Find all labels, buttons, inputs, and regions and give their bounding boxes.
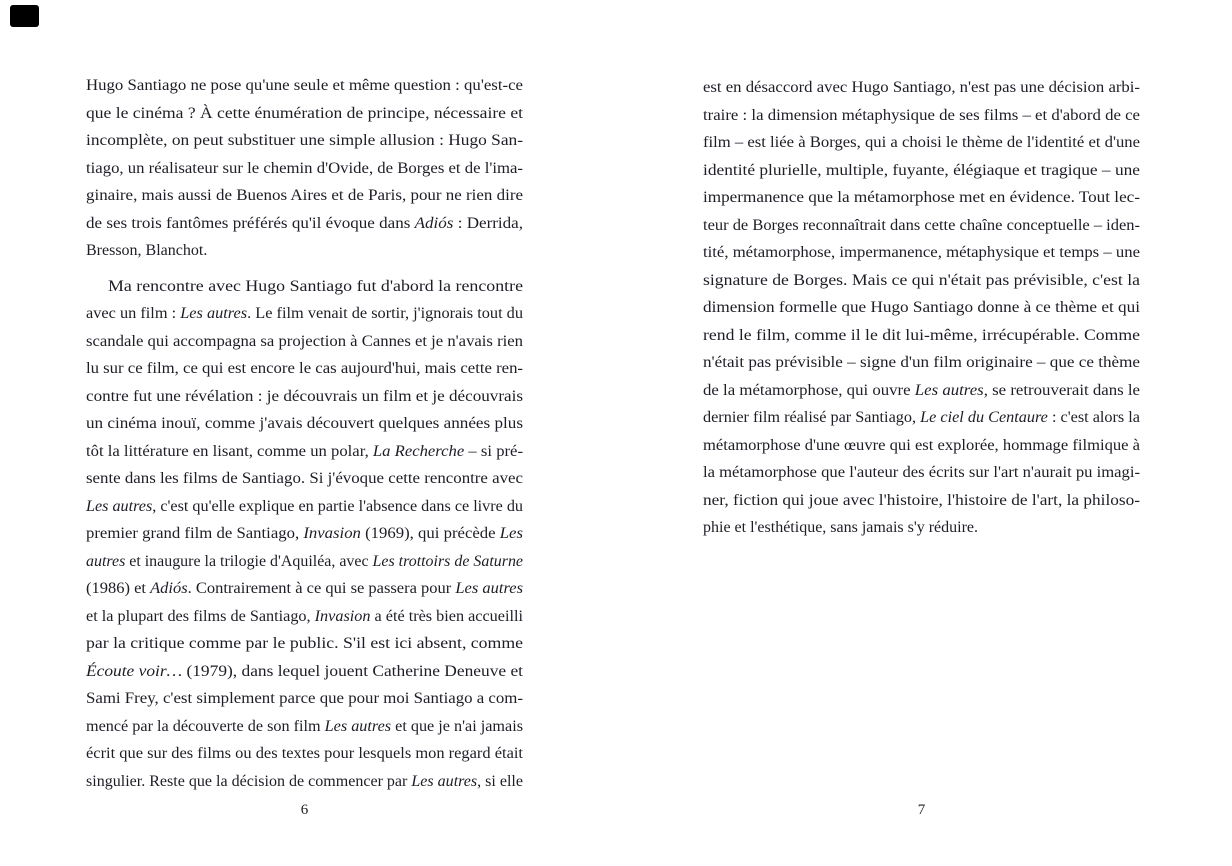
- text-line: mencé par la découverte de son film Les autres et que je n'ai jamais: [86, 717, 523, 735]
- text-line: écrit que sur des films ou des textes pour lesquels mon regard était: [86, 745, 523, 762]
- page-right: [703, 74, 1140, 542]
- text-line: par la critique comme par le public. S'il est ici absent, comme: [86, 635, 523, 652]
- text-line: Hugo Santiago ne pose qu'une seule et même question : qu'est-ce: [86, 77, 523, 94]
- text-line: ginaire, mais aussi de Buenos Aires et de Paris, pour ne rien dire: [86, 187, 523, 204]
- text-line: avec un film : Les autres. Le film venait de sortir, j'ignorais tout du: [86, 305, 523, 322]
- paragraph: [86, 273, 523, 796]
- page-left: [86, 72, 523, 795]
- text-line: Ma rencontre avec Hugo Santiago fut d'abord la rencontre: [108, 277, 523, 295]
- page-number: 6: [300, 802, 309, 818]
- text-line: de ses trois fantômes préférés qu'il évoque dans Adiós : Derrida,: [86, 214, 523, 232]
- text-line: ner, fiction qui joue avec l'histoire, l'histoire de l'art, la philoso-: [703, 491, 1140, 509]
- text-line: contre fut une révélation : je découvrais un film et je découvrais: [86, 387, 523, 405]
- text-line: incomplète, on peut substituer une simple allusion : Hugo San-: [86, 132, 523, 149]
- text-line: autres et inaugure la trilogie d'Aquiléa, avec Les trottoirs de Saturne: [86, 552, 523, 570]
- text-line: un cinéma inouï, comme j'avais découvert quelques années plus: [86, 415, 523, 432]
- text-line: tiago, un réalisateur sur le chemin d'Ovide, de Borges et de l'ima-: [86, 159, 523, 177]
- paragraph: [703, 74, 1140, 542]
- text-line: tité, métamorphose, impermanence, métaphysique et temps – une: [703, 244, 1140, 261]
- text-line: lu sur ce film, ce qui est encore le cas aujourd'hui, mais cette ren-: [86, 360, 523, 377]
- corner-mark: [10, 5, 39, 27]
- page-number: 7: [917, 802, 926, 818]
- text-line: Les autres, c'est qu'elle explique en partie l'absence dans ce livre du: [86, 497, 524, 515]
- text-line: premier grand film de Santiago, Invasion (1969), qui précède Les: [86, 525, 523, 542]
- text-line: singulier. Reste que la décision de commencer par Les autres, si elle: [86, 772, 523, 790]
- text-line: rend le film, comme il le dit lui-même, irrécupérable. Comme: [703, 326, 1140, 344]
- text-line: signature de Borges. Mais ce qui n'était pas prévisible, c'est la: [703, 271, 1140, 289]
- paragraph: [86, 72, 523, 265]
- text-line: et la plupart des films de Santiago, Invasion a été très bien accueilli: [86, 607, 523, 625]
- text-line: scandale qui accompagna sa projection à Cannes et je n'avais rien: [86, 332, 523, 350]
- text-line: Bresson, Blanchot.: [86, 242, 208, 259]
- text-line: traire : la dimension métaphysique de ses films – et d'abord de ce: [703, 106, 1140, 124]
- text-line: est en désaccord avec Hugo Santiago, n'est pas une décision arbi-: [703, 79, 1140, 96]
- text-line: dernier film réalisé par Santiago, Le ciel du Centaure : c'est alors la: [703, 409, 1140, 426]
- text-line: phie et l'esthétique, sans jamais s'y réduire.: [703, 519, 979, 536]
- text-line: Sami Frey, c'est simplement parce que pour moi Santiago a com-: [86, 690, 523, 707]
- text-line: que le cinéma ? À cette énumération de principe, nécessaire et: [86, 104, 523, 122]
- text-line: la métamorphose que l'auteur des écrits sur l'art n'aurait pu imagi-: [703, 464, 1140, 481]
- text-line: métamorphose d'une œuvre qui est explorée, hommage filmique à: [703, 436, 1140, 454]
- page-text: [86, 72, 523, 795]
- text-line: tôt la littérature en lisant, comme un polar, La Recherche – si pré-: [86, 442, 523, 460]
- text-line: sente dans les films de Santiago. Si j'évoque cette rencontre avec: [86, 470, 523, 487]
- text-line: impermanence que la métamorphose met en évidence. Tout lec-: [703, 189, 1140, 206]
- text-line: de la métamorphose, qui ouvre Les autres, se retrouverait dans le: [703, 381, 1140, 399]
- text-line: teur de Borges reconnaîtrait dans cette chaîne conceptuelle – iden-: [703, 216, 1140, 234]
- text-line: identité plurielle, multiple, fuyante, élégiaque et tragique – une: [703, 161, 1140, 179]
- text-line: (1986) et Adiós. Contrairement à ce qui se passera pour Les autres: [86, 580, 523, 597]
- text-line: n'était pas prévisible – signe d'un film originaire – que ce thème: [703, 354, 1140, 371]
- text-line: film – est liée à Borges, qui a choisi le thème de l'identité et d'une: [703, 134, 1140, 151]
- text-line: Écoute voir… (1979), dans lequel jouent Catherine Deneuve et: [86, 662, 523, 680]
- text-line: dimension formelle que Hugo Santiago donne à ce thème et qui: [703, 299, 1140, 316]
- page-text: [703, 74, 1140, 542]
